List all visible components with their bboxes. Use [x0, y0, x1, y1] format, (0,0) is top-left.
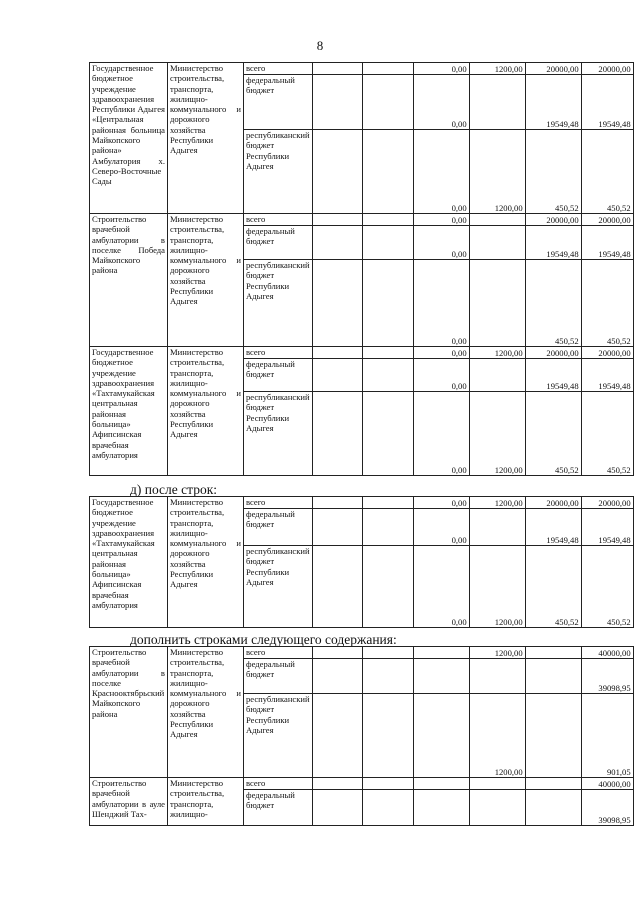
amount-cell-c7: 1200,00	[469, 63, 525, 75]
budget-table-1	[89, 62, 634, 476]
amount-cell-c4	[312, 226, 362, 260]
amount-cell-c8: 450,52	[525, 130, 581, 214]
amount-cell-c8: 20000,00	[525, 214, 581, 226]
amount-cell-c7	[469, 260, 525, 347]
amount-cell-c6: 0,00	[413, 260, 469, 347]
amount-cell-c9: 40000,00	[581, 647, 633, 659]
amount-cell-c6: 0,00	[413, 75, 469, 130]
amount-cell-c8	[525, 659, 581, 694]
amount-cell-c5	[362, 790, 413, 826]
budget-table-3	[89, 646, 634, 826]
amount-cell-c5	[362, 214, 413, 226]
funding-source-cell: республиканский бюджет Республики Адыгея	[244, 392, 313, 476]
funding-source-cell: всего	[244, 63, 313, 75]
funding-source-cell: федеральный бюджет	[244, 359, 313, 392]
amount-cell-c5	[362, 75, 413, 130]
heading-after-rows: д) после строк:	[130, 482, 218, 497]
funding-source-cell: федеральный бюджет	[244, 790, 313, 826]
amount-cell-c4	[312, 497, 362, 509]
funding-source-cell: республиканский бюджет Республики Адыгея	[244, 546, 313, 628]
amount-cell-c4	[312, 509, 362, 546]
amount-cell-c9: 901,05	[581, 694, 633, 778]
funding-source-cell: всего	[244, 347, 313, 359]
ministry-cell: Министерство строительства, транспорта, жилищно-коммунального и дорожного хозяйства Республики Адыгея	[168, 647, 244, 778]
amount-cell-c5	[362, 359, 413, 392]
amount-cell-c9: 450,52	[581, 546, 633, 628]
object-name-cell: Государственное бюджетное учреждение здравоохранения «Тахтамукайская центральная районная больница» Афипсинская врачебная амбулатория	[90, 497, 168, 628]
ministry-cell: Министерство строительства, транспорта, жилищно-коммунального и дорожного хозяйства Республики Адыгея	[168, 63, 244, 214]
amount-cell-c9: 19549,48	[581, 509, 633, 546]
amount-cell-c6: 0,00	[413, 63, 469, 75]
amount-cell-c7: 1200,00	[469, 130, 525, 214]
funding-source-cell: всего	[244, 778, 313, 790]
object-name-cell: Строительство врачебной амбулатории в поселке Победа Майкопского района	[90, 214, 168, 347]
amount-cell-c4	[312, 359, 362, 392]
amount-cell-c7: 1200,00	[469, 694, 525, 778]
amount-cell-c6: 0,00	[413, 359, 469, 392]
heading-add-rows: дополнить строками следующего содержания:	[130, 632, 397, 647]
table-row	[90, 647, 634, 659]
amount-cell-c7: 1200,00	[469, 392, 525, 476]
amount-cell-c8: 450,52	[525, 546, 581, 628]
object-name-cell: Государственное бюджетное учреждение здравоохранения «Тахтамукайская центральная районная больница» Афипсинская врачебная амбулатория	[90, 347, 168, 476]
amount-cell-c7	[469, 226, 525, 260]
amount-cell-c5	[362, 778, 413, 790]
amount-cell-c5	[362, 647, 413, 659]
amount-cell-c8: 450,52	[525, 260, 581, 347]
amount-cell-c8: 19549,48	[525, 509, 581, 546]
amount-cell-c9: 20000,00	[581, 63, 633, 75]
amount-cell-c8: 20000,00	[525, 497, 581, 509]
amount-cell-c9: 450,52	[581, 392, 633, 476]
amount-cell-c6: 0,00	[413, 214, 469, 226]
ministry-cell: Министерство строительства, транспорта, жилищно-коммунального и дорожного хозяйства Республики Адыгея	[168, 497, 244, 628]
amount-cell-c4	[312, 790, 362, 826]
amount-cell-c5	[362, 260, 413, 347]
amount-cell-c6: 0,00	[413, 130, 469, 214]
amount-cell-c5	[362, 130, 413, 214]
amount-cell-c7: 1200,00	[469, 347, 525, 359]
amount-cell-c8	[525, 647, 581, 659]
amount-cell-c4	[312, 694, 362, 778]
amount-cell-c6: 0,00	[413, 497, 469, 509]
funding-source-cell: федеральный бюджет	[244, 226, 313, 260]
funding-source-cell: всего	[244, 497, 313, 509]
amount-cell-c6	[413, 647, 469, 659]
amount-cell-c8: 450,52	[525, 392, 581, 476]
amount-cell-c8: 20000,00	[525, 347, 581, 359]
amount-cell-c5	[362, 63, 413, 75]
amount-cell-c8: 19549,48	[525, 226, 581, 260]
budget-table-2	[89, 496, 634, 628]
ministry-cell: Министерство строительства, транспорта, жилищно-коммунального и дорожного хозяйства Республики Адыгея	[168, 347, 244, 476]
table-row	[90, 497, 634, 509]
amount-cell-c9: 39098,95	[581, 659, 633, 694]
funding-source-cell: всего	[244, 214, 313, 226]
amount-cell-c6	[413, 790, 469, 826]
table-row	[90, 347, 634, 359]
amount-cell-c9: 19549,48	[581, 226, 633, 260]
ministry-cell: Министерство строительства, транспорта, жилищно-коммунального и дорожного хозяйства Республики Адыгея	[168, 214, 244, 347]
object-name-cell: Строительство врачебной амбулатории в ауле Шенджий Тах-	[90, 778, 168, 826]
amount-cell-c4	[312, 778, 362, 790]
amount-cell-c5	[362, 497, 413, 509]
amount-cell-c4	[312, 214, 362, 226]
funding-source-cell: республиканский бюджет Республики Адыгея	[244, 260, 313, 347]
amount-cell-c7: 1200,00	[469, 647, 525, 659]
table-row	[90, 214, 634, 226]
amount-cell-c7	[469, 214, 525, 226]
amount-cell-c4	[312, 63, 362, 75]
funding-source-cell: республиканский бюджет Республики Адыгея	[244, 694, 313, 778]
amount-cell-c6: 0,00	[413, 392, 469, 476]
amount-cell-c8	[525, 790, 581, 826]
amount-cell-c8	[525, 694, 581, 778]
amount-cell-c5	[362, 226, 413, 260]
amount-cell-c4	[312, 659, 362, 694]
amount-cell-c7	[469, 790, 525, 826]
amount-cell-c9: 450,52	[581, 260, 633, 347]
ministry-cell: Министерство строительства, транспорта, жилищно-	[168, 778, 244, 826]
amount-cell-c6: 0,00	[413, 347, 469, 359]
amount-cell-c5	[362, 659, 413, 694]
amount-cell-c5	[362, 509, 413, 546]
amount-cell-c7	[469, 509, 525, 546]
amount-cell-c4	[312, 75, 362, 130]
amount-cell-c5	[362, 546, 413, 628]
amount-cell-c4	[312, 392, 362, 476]
amount-cell-c6: 0,00	[413, 226, 469, 260]
amount-cell-c7	[469, 359, 525, 392]
amount-cell-c6: 0,00	[413, 509, 469, 546]
amount-cell-c9: 19549,48	[581, 75, 633, 130]
amount-cell-c7	[469, 659, 525, 694]
funding-source-cell: федеральный бюджет	[244, 659, 313, 694]
amount-cell-c5	[362, 347, 413, 359]
amount-cell-c7	[469, 778, 525, 790]
amount-cell-c9: 20000,00	[581, 214, 633, 226]
amount-cell-c9: 450,52	[581, 130, 633, 214]
amount-cell-c9: 19549,48	[581, 359, 633, 392]
funding-source-cell: федеральный бюджет	[244, 509, 313, 546]
amount-cell-c6: 0,00	[413, 546, 469, 628]
amount-cell-c4	[312, 260, 362, 347]
amount-cell-c8: 20000,00	[525, 63, 581, 75]
amount-cell-c9: 40000,00	[581, 778, 633, 790]
amount-cell-c8: 19549,48	[525, 75, 581, 130]
amount-cell-c6	[413, 659, 469, 694]
amount-cell-c9: 39098,95	[581, 790, 633, 826]
object-name-cell: Строительство врачебной амбулатории в поселке Краснооктябрьский Майкопского района	[90, 647, 168, 778]
amount-cell-c6	[413, 694, 469, 778]
table-row	[90, 63, 634, 75]
amount-cell-c7: 1200,00	[469, 497, 525, 509]
amount-cell-c4	[312, 347, 362, 359]
amount-cell-c5	[362, 392, 413, 476]
amount-cell-c7: 1200,00	[469, 546, 525, 628]
amount-cell-c9: 20000,00	[581, 347, 633, 359]
object-name-cell: Государственное бюджетное учреждение здравоохранения Республики Адыгея «Центральная районная больница Майкопского района» Амбулатория х. Северо-Восточные Сады	[90, 63, 168, 214]
amount-cell-c9: 20000,00	[581, 497, 633, 509]
amount-cell-c5	[362, 694, 413, 778]
table-row	[90, 778, 634, 790]
amount-cell-c4	[312, 546, 362, 628]
funding-source-cell: всего	[244, 647, 313, 659]
page-number: 8	[316, 38, 324, 53]
amount-cell-c4	[312, 130, 362, 214]
amount-cell-c7	[469, 75, 525, 130]
funding-source-cell: федеральный бюджет	[244, 75, 313, 130]
funding-source-cell: республиканский бюджет Республики Адыгея	[244, 130, 313, 214]
amount-cell-c8	[525, 778, 581, 790]
amount-cell-c6	[413, 778, 469, 790]
amount-cell-c4	[312, 647, 362, 659]
amount-cell-c8: 19549,48	[525, 359, 581, 392]
